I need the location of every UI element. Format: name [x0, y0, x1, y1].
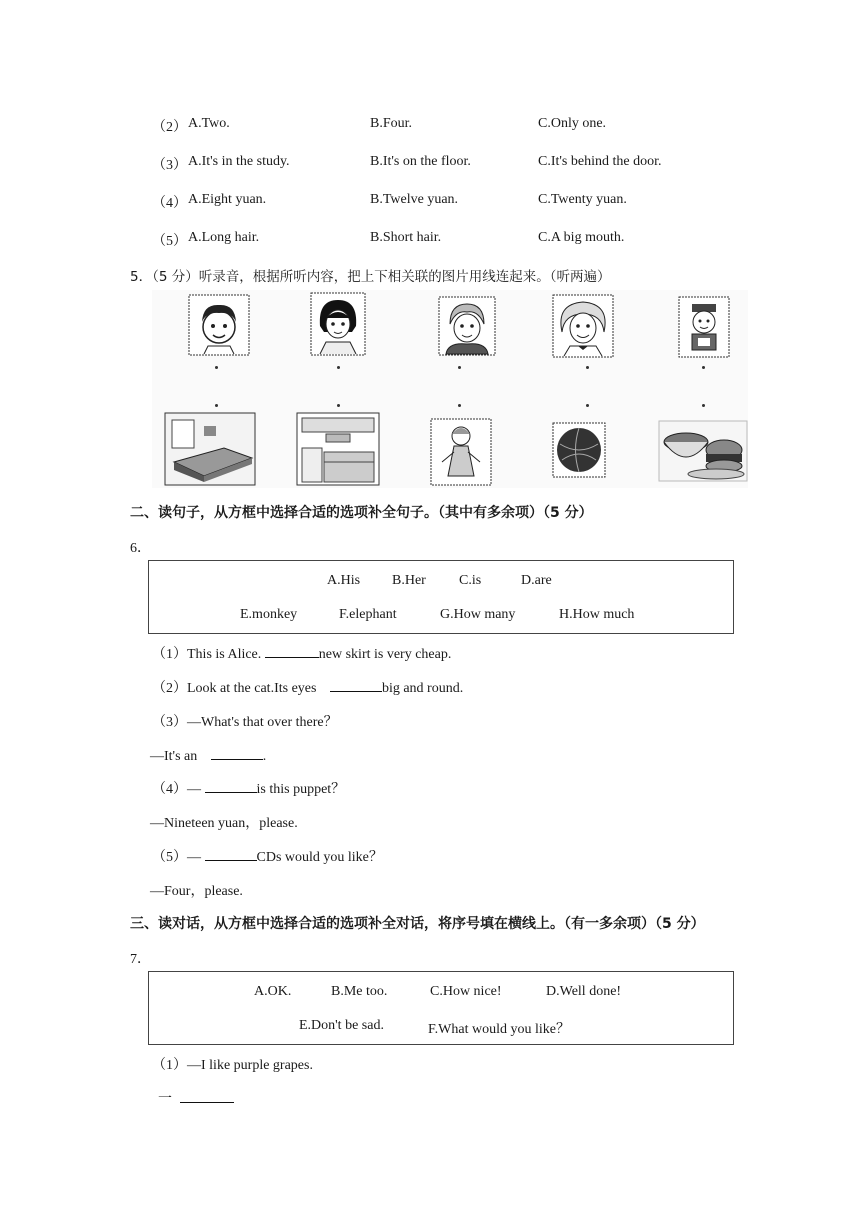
sentence-5-reply: —Four，please. — [150, 884, 243, 899]
option-row-3-num: （3） — [152, 158, 187, 173]
option-row-5-b: B.Short hair. — [370, 230, 442, 245]
woman-portrait-icon — [438, 296, 496, 356]
blank-3[interactable] — [211, 745, 263, 760]
sentence-5 — [152, 846, 383, 866]
sentence-4-reply: —Nineteen yuan，please. — [150, 816, 298, 831]
sentence-3-reply — [150, 745, 266, 765]
option-row-5-c: C.A big mouth. — [538, 230, 625, 245]
option-row-2-c: C.Only one. — [538, 116, 607, 131]
food-picture-icon — [658, 420, 748, 482]
blank-5[interactable] — [205, 846, 257, 861]
section-2-title: 二、读句子，从方框中选择合适的选项补全句子。（其中有多余项）（5 分） — [130, 505, 593, 521]
sentence-4-post: is this puppet？ — [256, 782, 346, 797]
option-row-5-a: A.Long hair. — [188, 230, 260, 245]
word-bank-7-option-b: B.Me too. — [331, 984, 388, 999]
dot — [337, 404, 340, 407]
sentence-5-pre: （5）— — [152, 850, 205, 865]
blank-4[interactable] — [205, 778, 257, 793]
dialogue-1-reply-dash: 一 — [158, 1092, 172, 1107]
blank-1[interactable] — [265, 643, 319, 658]
option-row-3-b: B.It's on the floor. — [370, 154, 471, 169]
dot — [702, 366, 705, 369]
word-bank-7-option-d: D.Well done! — [546, 984, 622, 999]
word-bank-6-option-e: E.monkey — [240, 607, 298, 622]
word-bank-6-option-f: F.elephant — [339, 607, 397, 622]
word-bank-6-option-h: H.How much — [559, 607, 635, 622]
dot — [337, 366, 340, 369]
dot — [586, 404, 589, 407]
option-row-2-num: （2） — [152, 120, 187, 135]
sentence-3: （3）—What's that over there？ — [152, 715, 338, 730]
sentence-3-reply-pre: —It's an — [150, 749, 201, 764]
kitchen-picture-icon — [296, 412, 380, 486]
sentence-1-pre: （1）This is Alice. — [152, 647, 265, 662]
section-3-title: 三、读对话，从方框中选择合适的选项补全对话，将序号填在横线上。（有一多余项）（5 分） — [130, 916, 705, 932]
sentence-2 — [152, 677, 463, 697]
dialogue-1: （1）—I like purple grapes. — [152, 1058, 313, 1073]
dot — [586, 366, 589, 369]
sentence-4-pre: （4）— — [152, 782, 205, 797]
word-bank-box-6 — [148, 560, 734, 634]
dot — [215, 404, 218, 407]
option-row-2-a: A.Two. — [188, 116, 230, 131]
woman-curly-hair-portrait-icon — [552, 294, 614, 358]
option-row-4-num: （4） — [152, 196, 187, 211]
word-bank-6-option-g: G.How many — [440, 607, 516, 622]
question-5-instruction: 5．（5 分）听录音，根据所听内容，把上下相关联的图片用线连起来。（听两遍） — [130, 269, 611, 285]
word-bank-6-option-c: C.is — [459, 573, 482, 588]
word-bank-7-option-f: F.What would you like？ — [428, 1022, 570, 1037]
sentence-5-post: CDs would you like？ — [256, 850, 383, 865]
word-bank-7-option-c: C.How nice! — [430, 984, 502, 999]
option-row-2-b: B.Four. — [370, 116, 413, 131]
sentence-4 — [152, 778, 345, 798]
boy-portrait-icon — [188, 294, 250, 356]
option-row-4-b: B.Twelve yuan. — [370, 192, 459, 207]
word-bank-7-option-e: E.Don't be sad. — [299, 1018, 384, 1033]
option-row-4-c: C.Twenty yuan. — [538, 192, 627, 207]
bedroom-picture-icon — [164, 412, 256, 486]
boy-cap-portrait-icon — [678, 296, 730, 358]
dialogue-1-reply — [158, 1088, 234, 1108]
option-row-4-a: A.Eight yuan. — [188, 192, 267, 207]
dot — [458, 366, 461, 369]
word-bank-7-option-a: A.OK. — [254, 984, 292, 999]
option-row-3-a: A.It's in the study. — [188, 154, 290, 169]
word-bank-box-7 — [148, 971, 734, 1045]
doll-picture-icon — [430, 418, 492, 486]
ball-picture-icon — [552, 422, 606, 478]
sentence-3-reply-post: . — [262, 749, 267, 764]
word-bank-6-option-a: A.His — [327, 573, 361, 588]
sentence-1 — [152, 643, 451, 663]
dot — [458, 404, 461, 407]
option-row-5-num: （5） — [152, 234, 187, 249]
dot — [702, 404, 705, 407]
option-row-3-c: C.It's behind the door. — [538, 154, 662, 169]
blank-d1[interactable] — [180, 1088, 234, 1103]
word-bank-6-option-b: B.Her — [392, 573, 426, 588]
girl-portrait-icon — [310, 292, 366, 356]
blank-2[interactable] — [330, 677, 382, 692]
dot — [215, 366, 218, 369]
sentence-1-post: new skirt is very cheap. — [318, 647, 452, 662]
question-7-number: 7． — [130, 952, 151, 967]
word-bank-6-option-d: D.are — [521, 573, 552, 588]
sentence-2-post: big and round. — [381, 681, 464, 696]
matching-pictures — [152, 290, 748, 488]
question-6-number: 6． — [130, 541, 151, 556]
sentence-2-pre: （2）Look at the cat.Its eyes — [152, 681, 320, 696]
